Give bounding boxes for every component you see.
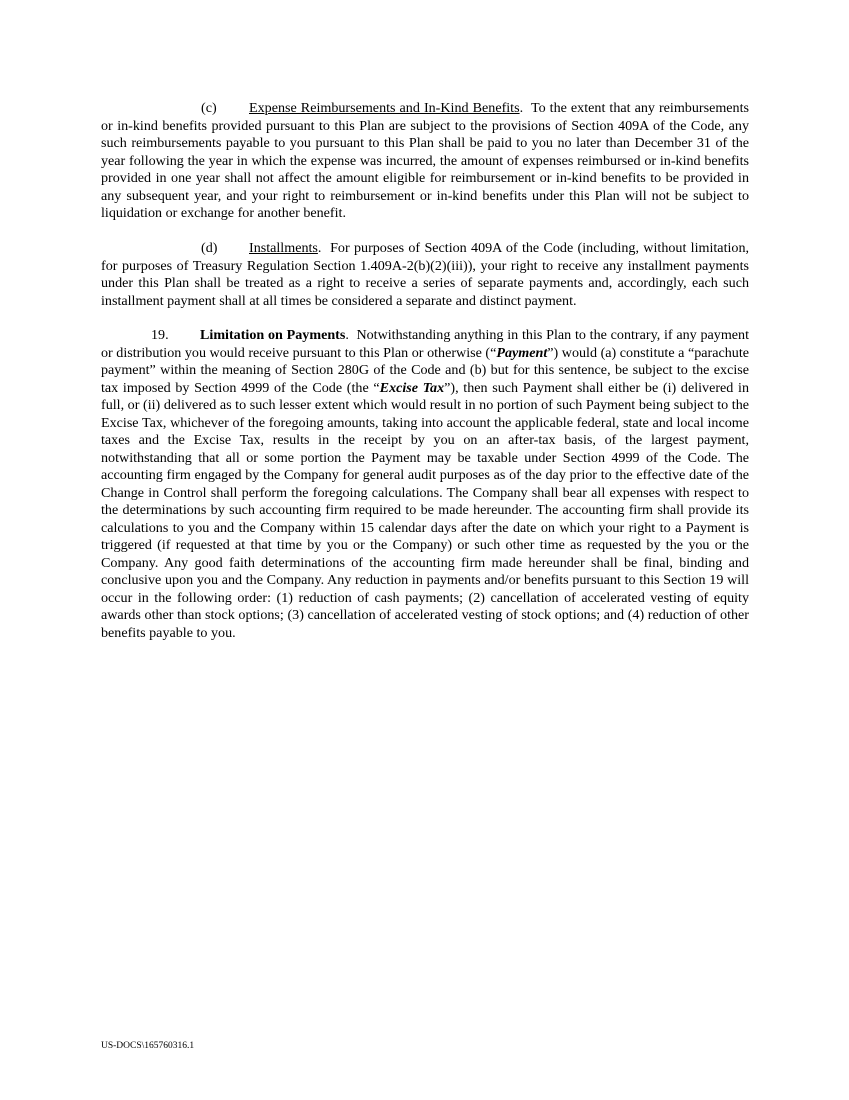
section-19-number: 19.	[151, 327, 169, 343]
paragraph-d-body: For purposes of Section 409A of the Code (including, without limitation, for purposes of Treasury Regulation Section 1.409A-2(b)(2)(iii)), your right to receive any installment payments under this Plan shall be treated as a right to receive a series of separate payments and, accordingly, each such installment payment shall at all times be considered a separate and distinct payment.	[101, 240, 750, 309]
paragraph-d-heading: Installments	[249, 240, 318, 256]
paragraph-d	[101, 240, 749, 310]
paragraph-c-body: To the extent that any reimbursements or in-kind benefits provided pursuant to this Plan are subject to the provisions of Section 409A of the Code, any such reimbursements payable to you pursuant to this Plan shall be paid to you no later than December 31 of the year following the year in which the expense was incurred, the amount of expenses reimbursed or in-kind benefits provided in one year shall not affect the amount eligible for reimbursement or in-kind benefits to be provided in any subsequent year, and your right to reimbursement or in-kind benefits under this Plan will not be subject to liquidation or exchange for another benefit.	[101, 100, 749, 221]
paragraph-c-heading-punct: .	[519, 100, 524, 116]
paragraph-d-label: (d)	[201, 240, 218, 256]
footer-document-id: US-DOCS\165760316.1	[101, 1041, 195, 1051]
defined-term-excise-tax: Excise Tax	[379, 379, 445, 396]
section-19	[101, 327, 749, 642]
paragraph-c	[101, 100, 749, 223]
section-19-body-part-2: ”) would (a) constitute a “parachute payment” within the meaning of Section 280G of the Code and (b) but for this sentence, be subject to the excise tax imposed by Section 4999 of the Code (the “	[101, 344, 749, 396]
section-19-body-part-3: ”), then such Payment shall either be (i) delivered in full, or (ii) delivered as to such lesser extent which would result in no portion of such Payment being subject to the Excise Tax, whichever of the foregoing amounts, taking into account the applicable federal, state and local income taxes and the Excise Tax, results in the receipt by you on an after-tax basis, of the largest payment, notwithstanding that all or some portion the Payment may be taxable under Section 4999 of the Code. The accounting firm engaged by the Company for general audit purposes as of the day prior to the effective date of the Change in Control shall perform the foregoing calculations. The Company shall bear all expenses with respect to the determinations by such accounting firm required to be made hereunder. The accounting firm shall provide its calculations to you and the Company within 15 calendar days after the date on which your right to a Payment is triggered (if requested at that time by you or the Company) or such other time as requested by the you or the Company. Any good faith determinations of the accounting firm made hereunder shall be final, binding and conclusive upon you and the Company. Any reduction in payments and/or benefits pursuant to this Section 19 will occur in the following order: (1) reduction of cash payments; (2) cancellation of accelerated vesting of equity awards other than stock options; (3) cancellation of accelerated vesting of stock options; and (4) reduction of other benefits payable to you.	[101, 379, 749, 641]
section-19-heading: Limitation on Payments	[200, 327, 346, 343]
defined-term-payment: Payment	[496, 344, 548, 361]
paragraph-d-heading-punct: .	[317, 240, 322, 256]
paragraph-c-label: (c)	[201, 100, 217, 116]
section-19-heading-punct: .	[345, 327, 349, 343]
section-19-body-part-1: Notwithstanding anything in this Plan to the contrary, if any payment or distribution you would receive pursuant to this Plan or otherwise (“	[101, 327, 750, 361]
paragraph-c-heading: Expense Reimbursements and In-Kind Benefits	[249, 100, 520, 116]
